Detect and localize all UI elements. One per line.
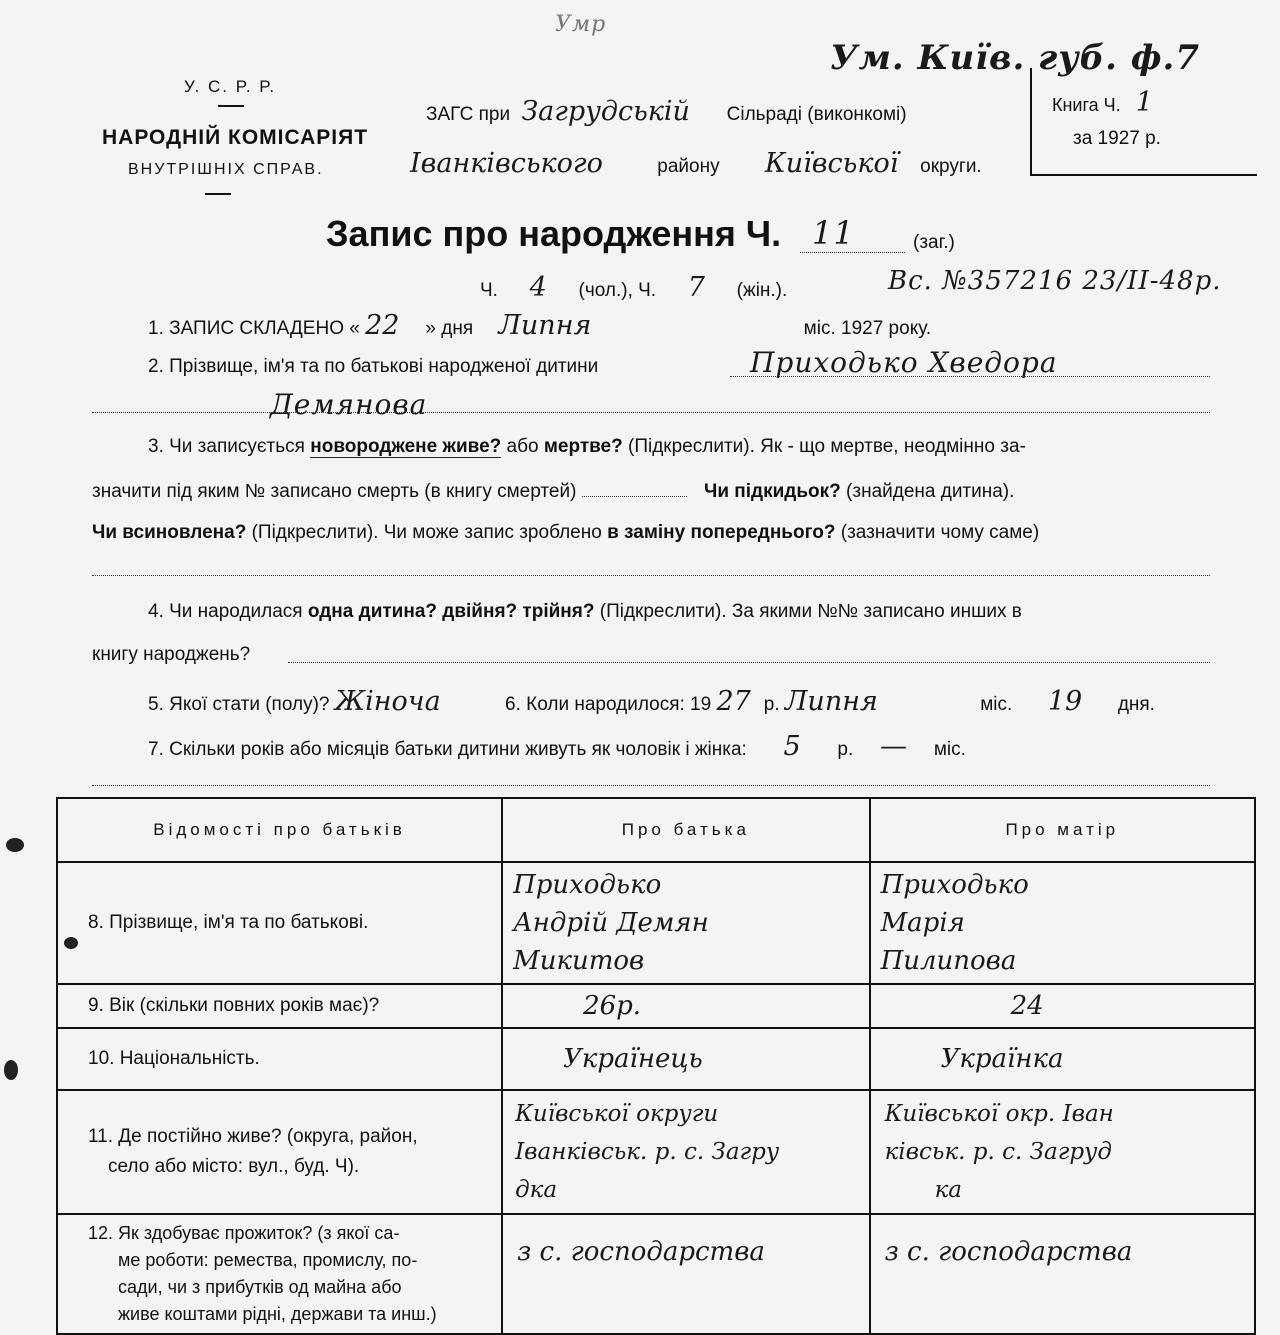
row-8-father-1: Приходько	[513, 870, 662, 900]
item-4-line-2	[92, 644, 250, 666]
i3-b: новороджене живе?	[310, 436, 502, 457]
male-count-hw: 4	[529, 272, 547, 303]
raionu-label: району	[657, 156, 720, 177]
row-12-label-1: 12. Як здобуває прожиток? (з якої са-	[88, 1223, 400, 1243]
record-title-text: Запис про народження Ч.	[326, 213, 782, 254]
row-11-mother-1: Київської окр. Іван	[884, 1101, 1114, 1127]
i4-d: книгу народжень?	[92, 644, 251, 665]
item-1-month-hw: Липня	[498, 310, 592, 341]
i3-g: Чи підкидьок?	[703, 481, 841, 502]
i3-h: (знайдена дитина).	[846, 481, 1015, 502]
i6-year-hw: 27	[716, 686, 751, 717]
commissariat-title: НАРОДНІЙ КОМІСАРІЯТ	[102, 126, 369, 149]
i4-c: (Підкреслити). За якими №№ записано инших в	[599, 601, 1022, 622]
table-row-11	[57, 1090, 1255, 1214]
row-10-label: 10. Національність.	[57, 1028, 502, 1090]
book-box	[1030, 68, 1257, 176]
zag-label: (заг.)	[913, 232, 955, 253]
item-1-day-hw: 22	[365, 310, 400, 341]
row-12-label-4: живе коштами рідні, держави та инш.)	[118, 1304, 437, 1324]
record-title	[326, 213, 781, 255]
zags-village-hw: Загрудській	[521, 96, 690, 127]
left-margin-smudge-3	[4, 1060, 18, 1080]
header-info: Відомості про батьків	[57, 798, 502, 862]
item-3-line-blank	[92, 575, 1210, 576]
year-label: за 1927 р.	[1073, 128, 1161, 149]
header-mother: Про матір	[870, 798, 1255, 862]
row-10-mother: Українка	[870, 1028, 1255, 1090]
raion-line	[410, 148, 982, 179]
i3-e: (Підкреслити). Як - що мертве, неодмінно за-	[628, 436, 1026, 457]
chol-label: (чол.), Ч.	[578, 280, 657, 301]
row-11-father-3: дка	[515, 1177, 558, 1203]
row-8-label: 8. Прізвище, ім'я та по батькові.	[57, 862, 502, 984]
row-11-label-1: 11. Де постійно живе? (округа, район,	[88, 1126, 418, 1147]
item-2-line-1	[730, 376, 1210, 377]
left-margin-smudge-1	[6, 838, 24, 852]
ussr-label: У. С. Р. Р.	[184, 77, 277, 96]
row-8-father-3: Микитов	[513, 946, 645, 976]
left-margin-smudge-2	[64, 937, 78, 949]
row-11-mother-3: ка	[934, 1177, 963, 1203]
i3-c: або	[506, 436, 539, 457]
row-10-father: Українець	[502, 1028, 869, 1090]
zhin-label: (жін.).	[736, 280, 788, 301]
i3-f: значити під яким № записано смерть (в книгу смертей)	[92, 481, 577, 502]
row-12-mother-1: з с. господарства	[884, 1237, 1133, 1267]
i3-l: (зазначити чому саме)	[840, 522, 1040, 543]
item-1	[148, 310, 931, 341]
book-label-text: Книга Ч.	[1052, 95, 1121, 115]
i7-years-hw: 5	[783, 731, 801, 762]
i4-b: одна дитина? двійня? трійня?	[307, 601, 595, 622]
i7-months-hw: —	[880, 731, 908, 762]
item-4-line-1	[148, 601, 1022, 623]
item-3-line-1	[148, 436, 1026, 458]
row-12-father	[502, 1214, 869, 1334]
item-1-year: міс. 1927 року.	[803, 318, 932, 339]
header-divider-1	[218, 105, 244, 107]
row-11-mother-2: ківськ. р. с. Загруд	[884, 1139, 1112, 1165]
row-12-label-2: ме роботи: ремества, промислу, по-	[118, 1250, 418, 1270]
female-count-hw: 7	[687, 272, 705, 303]
item-2-hw-1: Приходько Хведора	[750, 346, 1058, 379]
table-row-9	[57, 984, 1255, 1028]
item-3-line-3	[92, 522, 1039, 544]
i6-month-hw: Липня	[784, 686, 878, 717]
zags-pri-label: ЗАГС при	[426, 104, 511, 125]
row-12-father-1: з с. господарства	[517, 1237, 765, 1267]
item-7	[148, 731, 966, 762]
item-3-line-2	[92, 481, 1014, 503]
top-annotation: Ум. Київ. губ. ф.7	[830, 38, 1201, 78]
row-8-father	[502, 862, 869, 984]
row-11-label	[57, 1090, 502, 1214]
row-8-father-2: Андрій Демян	[513, 908, 709, 938]
item-2-line-2	[92, 412, 1210, 413]
row-11-father-1: Київської округи	[515, 1101, 719, 1127]
item-7-blank	[92, 785, 1210, 786]
record-number-hw: 11	[812, 214, 855, 252]
row-12-label	[57, 1214, 502, 1334]
header-father: Про батька	[502, 798, 869, 862]
i3-a: 3. Чи записується	[148, 436, 305, 457]
record-number-line	[800, 252, 905, 253]
raion-hw: Іванківського	[410, 148, 603, 179]
table-row-8	[57, 862, 1255, 984]
table-header-row	[57, 798, 1255, 862]
row-8-mother-1: Приходько	[880, 870, 1029, 900]
row-8-mother	[870, 862, 1255, 984]
i7-mis: міс.	[933, 739, 966, 760]
gender-count-line	[480, 272, 787, 303]
okruhy-label: округи.	[920, 156, 982, 177]
row-12-label-3: сади, чи з прибутків од майна або	[118, 1277, 402, 1297]
parents-table	[56, 797, 1256, 1335]
i5-label: 5. Якої стати (полу)?	[148, 694, 330, 715]
item-2-hw-2: Демянова	[270, 388, 428, 421]
i3-death-line	[582, 495, 687, 497]
table-row-12	[57, 1214, 1255, 1334]
commissariat-subtitle: ВНУТРІШНІХ СПРАВ.	[128, 161, 324, 178]
item-1-label: 1. ЗАПИС СКЛАДЕНО «	[148, 318, 360, 339]
i3-j: (Підкреслити). Чи може запис зроблено	[251, 522, 602, 543]
book-label	[1052, 87, 1153, 118]
i5-sex-hw: Жіноча	[334, 686, 441, 717]
row-11-mother	[870, 1090, 1255, 1214]
row-11-label-2: село або місто: вул., буд. Ч).	[108, 1156, 360, 1177]
ch-label: Ч.	[480, 280, 498, 301]
header-divider-2	[205, 193, 231, 195]
i3-d: мертве?	[543, 436, 623, 457]
okruha-hw: Київської	[764, 148, 899, 179]
i6-dnia: дня.	[1117, 694, 1155, 715]
i3-k: в заміну попереднього?	[607, 522, 836, 543]
book-number-hw: 1	[1135, 87, 1153, 118]
i6-r: р.	[763, 694, 780, 715]
i6-day-hw: 19	[1047, 686, 1083, 717]
silradi-label: Сільраді (виконкомі)	[726, 104, 907, 125]
row-8-mother-3: Пилипова	[880, 946, 1017, 976]
zags-line	[426, 96, 907, 127]
row-9-label: 9. Вік (скільки повних років має)?	[57, 984, 502, 1028]
row-11-father-2: Іванківськ. р. с. Загру	[515, 1139, 780, 1165]
table-row-10	[57, 1028, 1255, 1090]
item-5-6	[148, 686, 1155, 717]
item-4-blank	[288, 662, 1210, 663]
row-12-mother	[870, 1214, 1255, 1334]
row-8-mother-2: Марія	[880, 908, 965, 938]
i6-label: 6. Коли народилося: 19	[505, 694, 712, 715]
i7-r: р.	[837, 739, 854, 760]
item-2: 2. Прізвище, ім'я та по батькові народженої дитини	[148, 356, 599, 377]
i7-label: 7. Скільки років або місяців батьки дитини живуть як чоловік і жінка:	[148, 739, 747, 760]
row-11-father	[502, 1090, 869, 1214]
row-9-father: 26р.	[502, 984, 869, 1028]
i3-i: Чи всиновлена?	[92, 522, 247, 543]
row-9-mother: 24	[870, 984, 1255, 1028]
i6-mis: міс.	[980, 694, 1013, 715]
top-annotation-small: Умр	[555, 12, 607, 37]
i4-a: 4. Чи народилася	[148, 601, 303, 622]
reference-hw: Вс. №357216 23/ІІ-48р.	[888, 266, 1222, 296]
item-1-dnia: » дня	[425, 318, 474, 339]
